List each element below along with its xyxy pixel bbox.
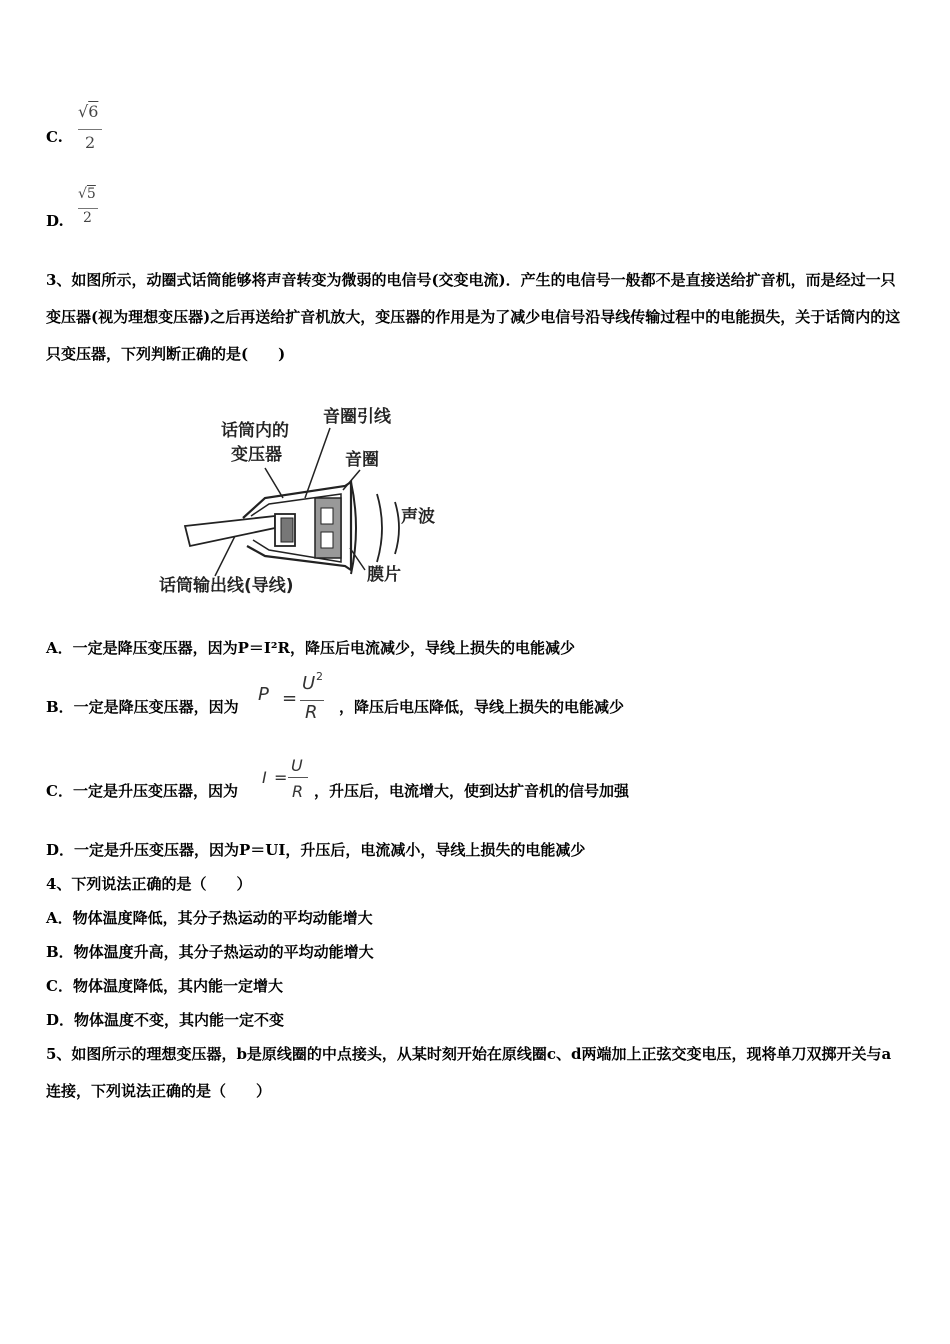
question-4-stem: 4、下列说法正确的是（ ） xyxy=(46,875,252,893)
q4-option-a: A．物体温度降低，其分子热运动的平均动能增大 xyxy=(46,909,373,927)
q4-option-c: C．物体温度降低，其内能一定增大 xyxy=(46,977,283,995)
fig-label-sound: 声波 xyxy=(401,507,435,527)
question-3-stem: 3、如图所示，动圈式话筒能够将声音转变为微弱的电信号(交变电流)．产生的电信号一般都不是直接送给扩音机，而是经过一只变压器(视为理想变压器)之后再送给扩音机放大，变压器的作用是为了减少电信号沿导线传输过程中的电能损失，关于话筒内的这只变压器，下列判断正确的是( ) xyxy=(46,271,901,363)
question-5-stem: 5、如图所示的理想变压器，b是原线圈的中点接头，从某时刻开始在原线圈c、d两端加上正弦交变电压，现将单刀双掷开关与a连接，下列说法正确的是（ ） xyxy=(46,1045,892,1100)
option-c-label: C. xyxy=(46,128,63,146)
microphone-figure xyxy=(155,398,450,603)
sqrt-symbol: √5 xyxy=(78,186,96,202)
fig-label-film: 膜片 xyxy=(367,565,401,585)
q4-option-b: B．物体温度升高，其分子热运动的平均动能增大 xyxy=(46,943,374,961)
q3-option-d: D．一定是升压变压器，因为P＝UI，升压后，电流减小，导线上损失的电能减少 xyxy=(46,841,586,859)
fig-label-coil: 音圈 xyxy=(345,450,379,470)
fig-label-transformer-2: 变压器 xyxy=(231,445,282,465)
q3-option-a: A．一定是降压变压器，因为P＝I²R，降压后电流减少，导线上损失的电能减少 xyxy=(46,639,575,657)
q3-option-c: C．一定是升压变压器，因为 xyxy=(46,782,238,800)
fig-label-output: 话筒输出线(导线) xyxy=(159,576,294,596)
sqrt-symbol: √6 xyxy=(78,102,99,121)
q3-option-c-suffix: ，升压后，电流增大，使到达扩音机的信号加强 xyxy=(314,782,630,800)
q4-option-d: D．物体温度不变，其内能一定不变 xyxy=(46,1011,285,1029)
q3-option-b-suffix: ，降压后电压降低，导线上损失的电能减少 xyxy=(339,698,625,716)
fig-label-transformer-1: 话筒内的 xyxy=(221,421,289,441)
option-d-label: D. xyxy=(46,212,64,230)
fig-label-coil-lead: 音圈引线 xyxy=(323,407,391,427)
q3-option-b: B．一定是降压变压器，因为 xyxy=(46,698,239,716)
